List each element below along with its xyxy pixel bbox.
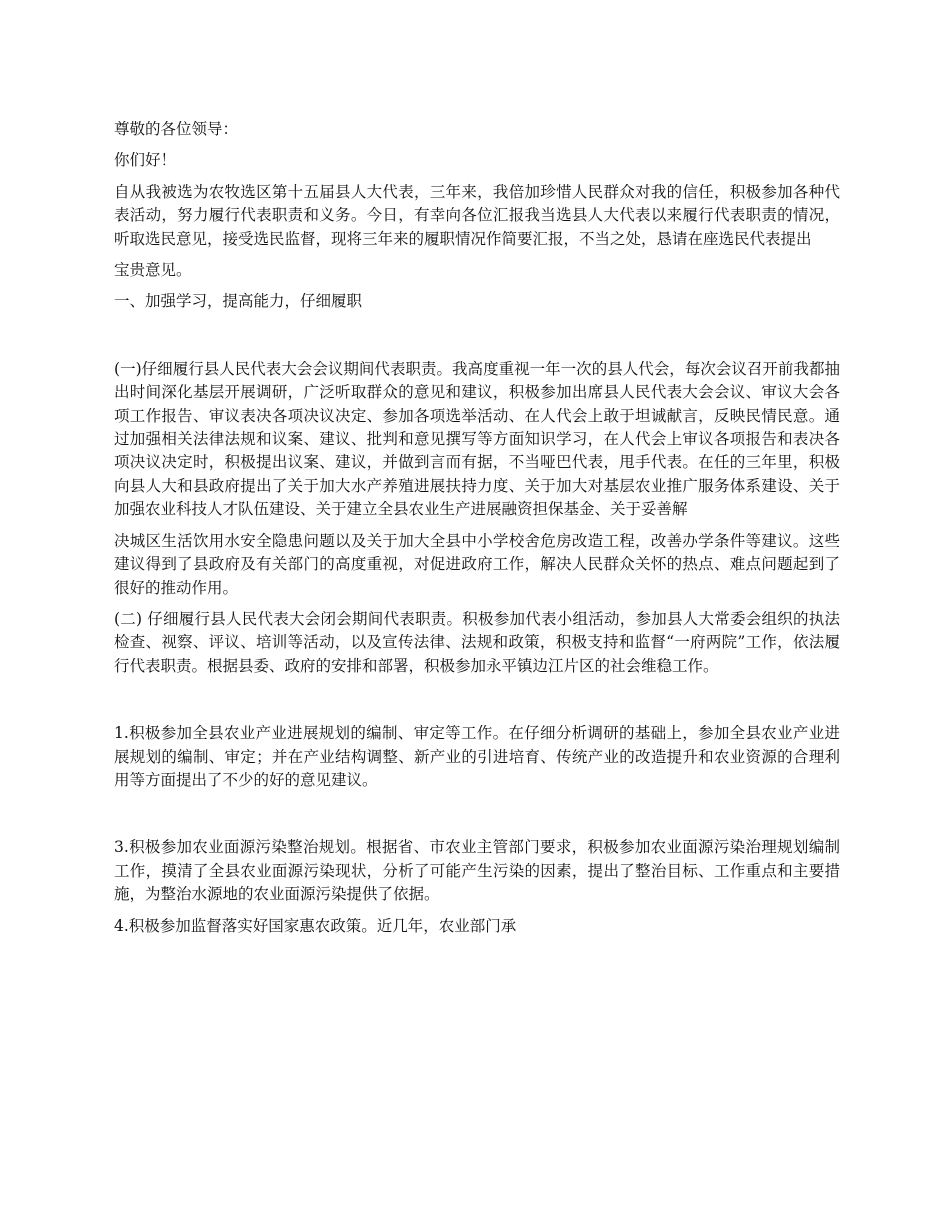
intro-continuation: 宝贵意见。 bbox=[114, 261, 192, 280]
spacer bbox=[114, 800, 840, 836]
list-item-3: 3.积极参加农业面源污染整治规划。根据省、市农业主管部门要求，积极参加农业面源污染治理规划编制工作，摸清了全县农业面源污染现状，分析了可能产生污染的因素，提出了整治目标、工作重点和主要措施，为整治水源地的农业面源污染提供了依据。 bbox=[114, 838, 840, 904]
document-body bbox=[114, 118, 840, 946]
paragraph-2: (二) 仔细履行县人民代表大会闭会期间代表职责。积极参加代表小组活动，参加县人大常委会组织的执法检查、视察、评议、培训等活动，以及宣传法律、法规和政策，积极支持和监督“一府两院”工作，依法履行代表职责。根据县委、政府的安排和部署，积极参加永平镇边江片区的社会维稳工作。 bbox=[114, 609, 840, 675]
section-heading: 一、加强学习，提高能力，仔细履职 bbox=[114, 292, 363, 311]
spacer bbox=[114, 322, 840, 358]
intro-paragraph: 自从我被选为农牧选区第十五届县人大代表，三年来，我倍加珍惜人民群众对我的信任，积极参加各种代表活动，努力履行代表职责和义务。今日，有幸向各位汇报我当选县人大代表以来履行代表职责的情况，听取选民意见，接受选民监督，现将三年来的履职情况作简要汇报，不当之处，恳请在座选民代表提出 bbox=[114, 182, 840, 248]
greeting: 你们好！ bbox=[114, 151, 177, 170]
paragraph-1-continuation: 决城区生活饮用水安全隐患问题以及关于加大全县中小学校舍危房改造工程，改善办学条件等建议。这些建议得到了县政府及有关部门的高度重视，对促进政府工作，解决人民群众关怀的热点、难点问题起到了很好的推动作用。 bbox=[114, 531, 840, 597]
list-item-4: 4.积极参加监督落实好国家惠农政策。近几年，农业部门承 bbox=[114, 916, 517, 935]
list-item-1: 1.积极参加全县农业产业进展规划的编制、审定等工作。在仔细分析调研的基础上，参加全县农业产业进展规划的编制、审定；并在产业结构调整、新产业的引进培育、传统产业的改造提升和农业资源的合理利用等方面提出了不少的好的意见建议。 bbox=[114, 724, 840, 789]
spacer bbox=[114, 686, 840, 722]
paragraph-1: (一)仔细履行县人民代表大会会议期间代表职责。我高度重视一年一次的县人代会，每次会议召开前我都抽出时间深化基层开展调研，广泛听取群众的意见和建议，积极参加出席县人民代表大会会议、审议大会各项工作报告、审议表决各项决议决定、参加各项选举活动、在人代会上敢于坦诚献言，反映民情民意。通过加强相关法律法规和议案、建议、批判和意见撰写等方面知识学习，在人代会上审议各项报告和表决各项决议决定时，积极提出议案、建议，并做到言而有据，不当哑巴代表，甩手代表。在任的三年里，积极向县人大和县政府提出了关于加大水产养殖进展扶持力度、关于加大对基层农业推广服务体系建设、关于加强农业科技人才队伍建设、关于建立全县农业生产进展融资担保基金、关于妥善解 bbox=[114, 359, 840, 519]
salutation: 尊敬的各位领导： bbox=[114, 120, 239, 138]
